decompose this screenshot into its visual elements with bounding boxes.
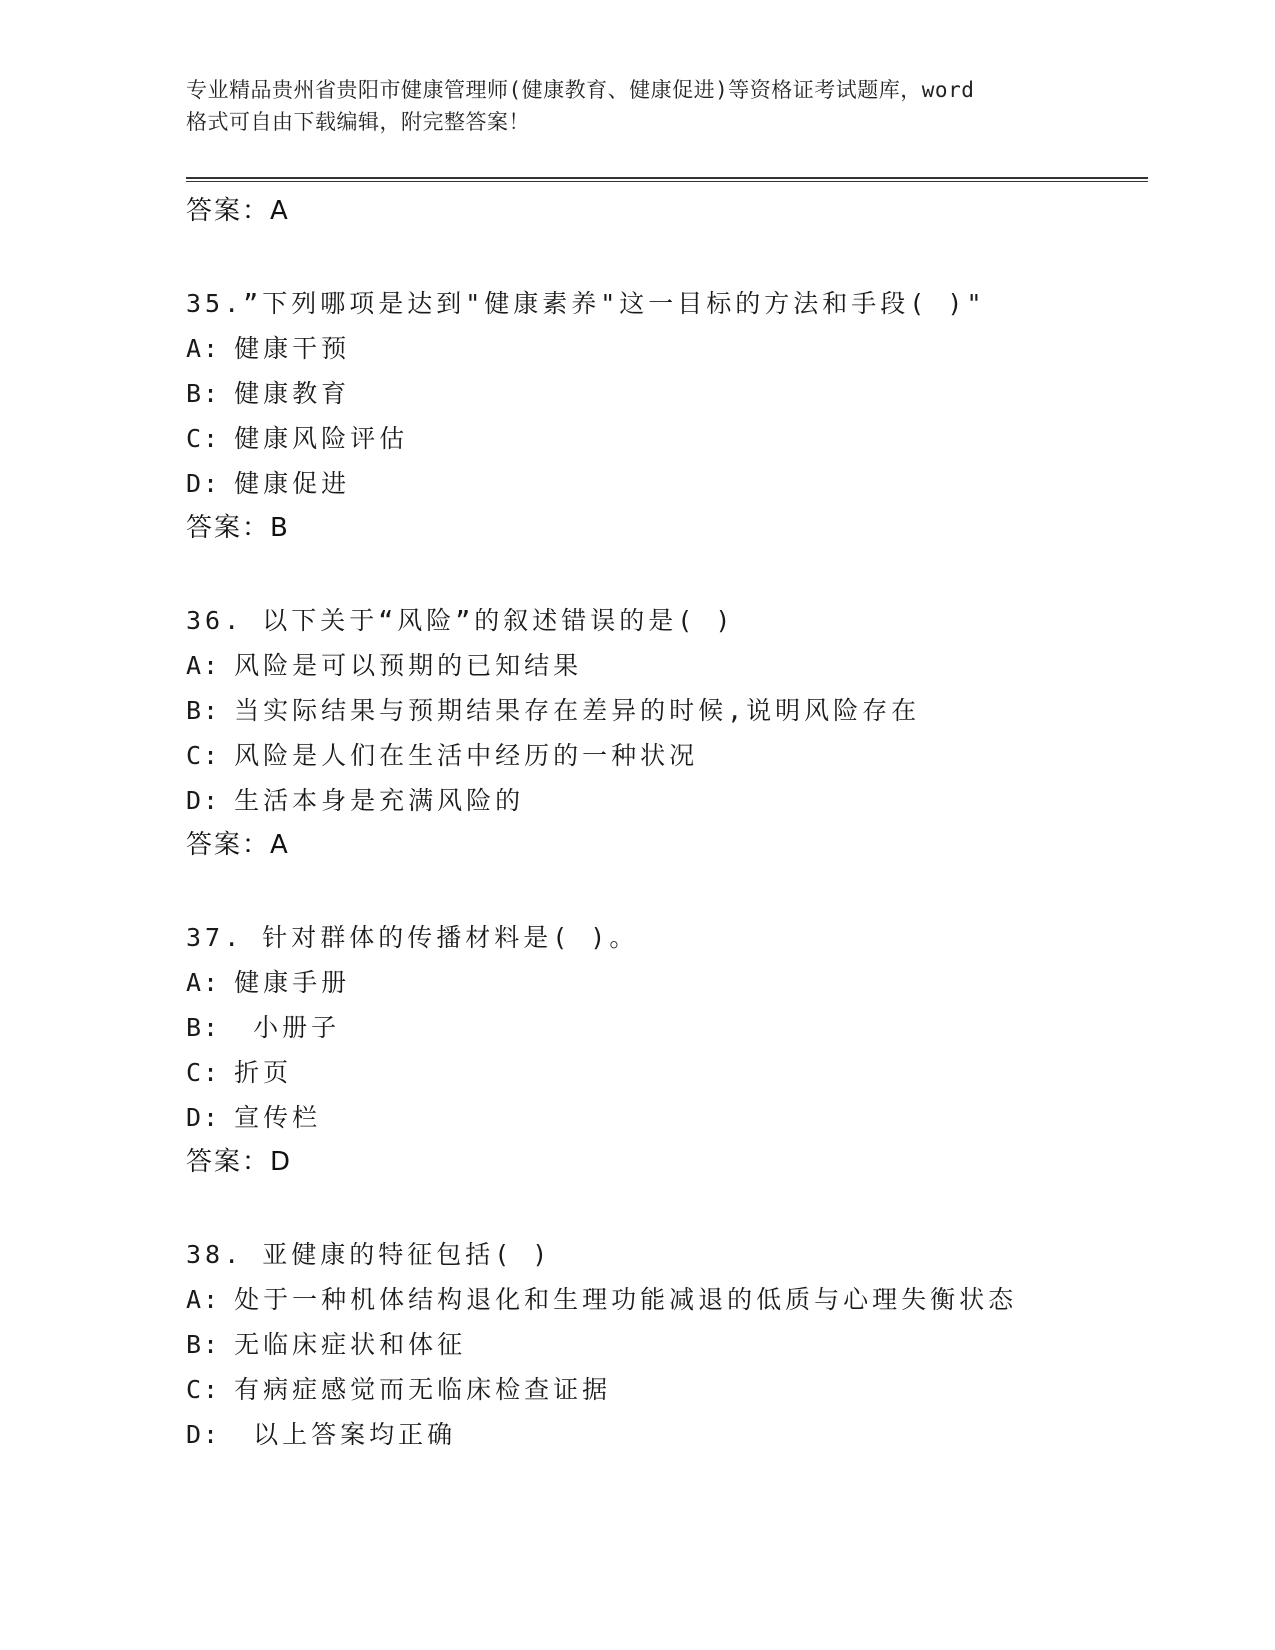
question-stem: 36. 以下关于“风险”的叙述错误的是( )	[186, 606, 735, 635]
option-key: A:	[186, 334, 221, 363]
option-key: C:	[186, 1375, 221, 1404]
option-c	[186, 1050, 1146, 1095]
option-a	[186, 326, 1146, 371]
option-a	[186, 643, 1146, 688]
option-key: D:	[186, 1420, 221, 1449]
option-text: 无临床症状和体征	[234, 1330, 467, 1359]
question-block	[186, 1232, 1146, 1457]
answer-label: 答案：	[186, 1147, 271, 1177]
option-text: 健康风险评估	[234, 424, 409, 453]
option-d	[186, 1412, 1146, 1457]
option-text: 有病症感觉而无临床检查证据	[234, 1375, 612, 1404]
answer-line	[186, 506, 1146, 551]
option-d	[186, 1095, 1146, 1140]
answer-line	[186, 1140, 1146, 1185]
option-text: 健康干预	[234, 334, 351, 363]
answer-value: B	[270, 513, 288, 543]
option-key: A:	[186, 651, 221, 680]
question-stem: 37. 针对群体的传播材料是( )。	[186, 923, 639, 952]
option-text: 风险是人们在生活中经历的一种状况	[234, 741, 699, 770]
option-b	[186, 688, 1146, 733]
option-d	[186, 461, 1146, 506]
spacer	[186, 1185, 1146, 1232]
option-b	[186, 1005, 1146, 1050]
question-block	[186, 281, 1146, 551]
option-c	[186, 733, 1146, 778]
answer-value: A	[270, 830, 288, 860]
option-text: 小册子	[234, 1013, 341, 1042]
option-text: 宣传栏	[234, 1103, 322, 1132]
option-key: A:	[186, 1285, 221, 1314]
question-block	[186, 915, 1146, 1185]
option-key: B:	[186, 696, 221, 725]
answer-line	[186, 189, 1146, 234]
answer-label: 答案：	[186, 513, 271, 543]
option-text: 以上答案均正确	[234, 1420, 457, 1449]
header-line-1: 专业精品贵州省贵阳市健康管理师(健康教育、健康促进)等资格证考试题库，word	[186, 78, 975, 102]
option-text: 折页	[234, 1058, 293, 1087]
option-d	[186, 778, 1146, 823]
page-header	[186, 74, 1086, 138]
option-text: 生活本身是充满风险的	[234, 786, 525, 815]
answer-value: A	[270, 196, 288, 226]
option-key: D:	[186, 1103, 221, 1132]
header-divider	[186, 177, 1148, 179]
spacer	[186, 868, 1146, 915]
header-divider-thin	[186, 181, 1148, 182]
option-key: B:	[186, 1013, 221, 1042]
option-key: A:	[186, 968, 221, 997]
option-key: C:	[186, 1058, 221, 1087]
option-key: B:	[186, 1330, 221, 1359]
question-list	[186, 189, 1146, 1457]
option-c	[186, 416, 1146, 461]
answer-label: 答案：	[186, 830, 271, 860]
option-key: B:	[186, 379, 221, 408]
option-a	[186, 960, 1146, 1005]
option-key: C:	[186, 424, 221, 453]
option-text: 健康手册	[234, 968, 351, 997]
answer-value: D	[270, 1147, 291, 1177]
option-key: D:	[186, 786, 221, 815]
option-a	[186, 1277, 1146, 1322]
question-stem: 38. 亚健康的特征包括( )	[186, 1240, 552, 1269]
option-key: D:	[186, 469, 221, 498]
option-text: 健康促进	[234, 469, 351, 498]
question-stem: 35.”下列哪项是达到"健康素养"这一目标的方法和手段( )"	[186, 289, 986, 318]
question-block	[186, 598, 1146, 868]
option-c	[186, 1367, 1146, 1412]
answer-label: 答案：	[186, 196, 271, 226]
answer-line	[186, 823, 1146, 868]
option-text: 风险是可以预期的已知结果	[234, 651, 583, 680]
option-key: C:	[186, 741, 221, 770]
option-text: 当实际结果与预期结果存在差异的时候,说明风险存在	[234, 696, 921, 725]
option-text: 处于一种机体结构退化和生理功能减退的低质与心理失衡状态	[234, 1285, 1018, 1314]
header-line-2: 格式可自由下载编辑，附完整答案！	[186, 110, 530, 134]
option-b	[186, 1322, 1146, 1367]
spacer	[186, 551, 1146, 598]
spacer	[186, 234, 1146, 281]
option-b	[186, 371, 1146, 416]
option-text: 健康教育	[234, 379, 351, 408]
